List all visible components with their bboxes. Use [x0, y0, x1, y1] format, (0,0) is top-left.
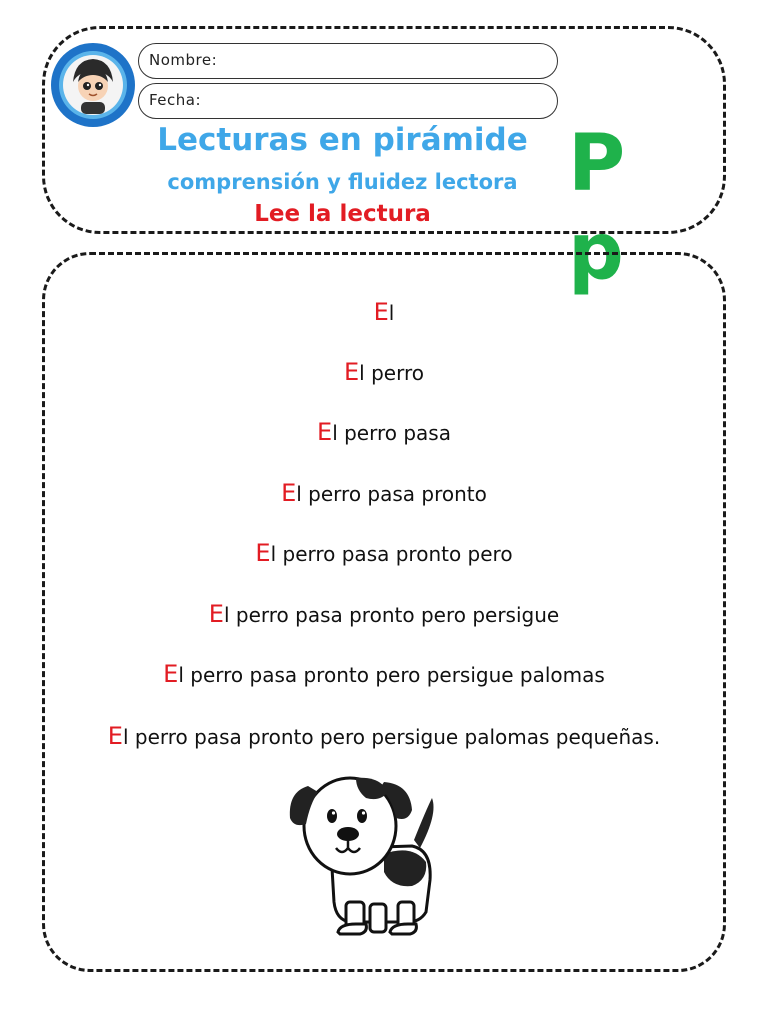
line-text: l perro pasa pronto [296, 482, 487, 506]
line-initial: E [281, 479, 297, 507]
line-text: l [388, 301, 395, 325]
line-initial: E [317, 418, 333, 446]
pyramid-line [50, 479, 718, 507]
line-initial: E [373, 298, 389, 326]
logo-avatar-icon [50, 42, 136, 128]
pyramid-line [50, 660, 718, 688]
line-initial: E [107, 722, 123, 750]
pyramid-line [50, 600, 718, 628]
name-field[interactable]: Nombre: [138, 43, 558, 79]
pyramid-line [50, 418, 718, 446]
pyramid-line [50, 539, 718, 567]
page-subtitle: comprensión y fluidez lectora [167, 170, 518, 194]
line-text: l perro pasa pronto pero persigue palomas pequeñas. [122, 725, 661, 749]
line-text: l perro pasa pronto pero [270, 542, 513, 566]
line-text: l perro pasa pronto pero persigue [223, 603, 560, 627]
line-text: l perro pasa pronto pero persigue palomas [178, 663, 605, 687]
line-initial: E [163, 660, 179, 688]
pyramid-line [50, 358, 718, 386]
letter-heading: P p [568, 119, 632, 297]
date-field[interactable]: Fecha: [138, 83, 558, 119]
pyramid-line [50, 722, 718, 750]
line-initial: E [255, 539, 271, 567]
line-initial: E [344, 358, 360, 386]
dog-illustration-icon [280, 762, 450, 942]
instruction-text: Lee la lectura [254, 201, 431, 227]
line-text: l perro pasa [332, 421, 451, 445]
pyramid-line [50, 298, 718, 326]
line-text: l perro [359, 361, 424, 385]
line-initial: E [208, 600, 224, 628]
page-title: Lecturas en pirámide [157, 122, 528, 158]
